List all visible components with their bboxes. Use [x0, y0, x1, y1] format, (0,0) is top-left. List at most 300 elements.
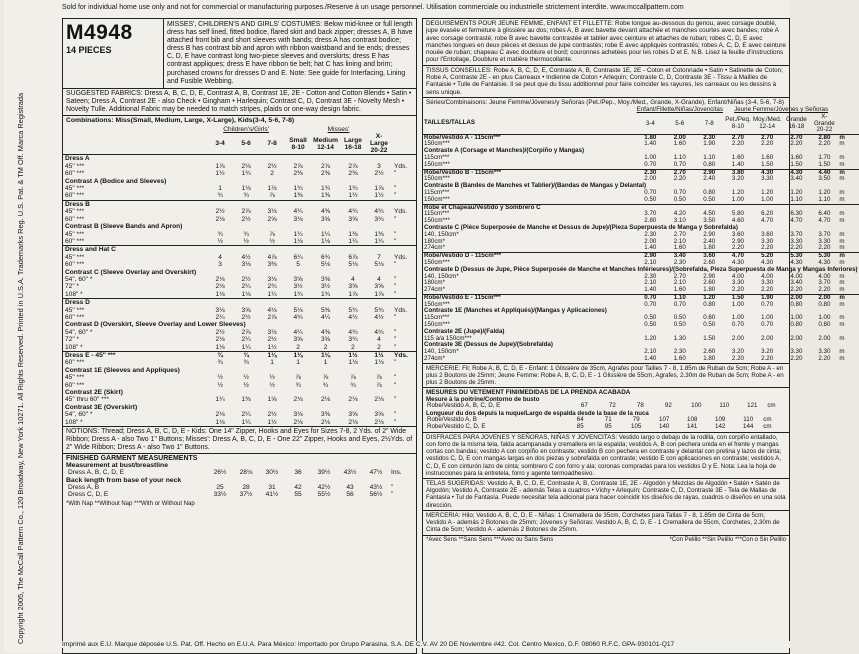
- yardage-unit: ": [394, 230, 397, 238]
- yardage-value: 2½: [267, 411, 277, 419]
- yardage-row-label: 45" ***: [65, 208, 85, 216]
- metric-value: 1.00: [761, 314, 774, 322]
- yardage-value: 4⅛: [267, 306, 277, 314]
- yardage-row-label: Contrast 2E (Skirt): [65, 389, 123, 397]
- metric-value: 2.20: [731, 286, 744, 294]
- yardage-row-label: 45" thru 60" ***: [65, 396, 109, 404]
- yardage-value: ½: [243, 381, 249, 389]
- metric-row-label: 115cm***: [424, 153, 450, 161]
- metric-value: 0.80: [818, 300, 831, 308]
- metric-value: 4.30: [818, 258, 831, 266]
- yardage-value: ¾: [295, 381, 301, 389]
- metric-value: 1.10: [790, 195, 803, 203]
- yardage-value: 2½: [267, 162, 277, 170]
- metric-value: 1.80: [703, 286, 716, 294]
- metric-value: 5.30: [782, 253, 810, 260]
- yardage-row-label: 60" ***: [65, 237, 85, 245]
- metric-value: 3.40: [790, 279, 803, 287]
- metric-row-label: 180cm*: [424, 237, 445, 245]
- metric-value: 3.30: [761, 237, 774, 245]
- metric-unit: m: [838, 294, 858, 301]
- metric-row-label: 150cm***: [424, 140, 450, 148]
- mesures-bust-label: Robe/Vestido A, B, C, D, E: [427, 402, 501, 410]
- metric-value: 3.20: [761, 348, 774, 356]
- metric-value: 1.00: [731, 195, 744, 203]
- metric-value: 3.20: [731, 348, 744, 356]
- metric-value: 2.40: [703, 237, 716, 245]
- metric-size-label: Moy./Med. 12-14: [752, 116, 782, 130]
- metric-row-label: 274cm*: [424, 286, 445, 294]
- yardage-value: ¾: [207, 352, 233, 360]
- yardage-value: 4¼: [293, 328, 303, 336]
- metric-value: 2.20: [818, 286, 831, 294]
- metric-value: 4.30: [761, 258, 774, 266]
- metric-value: 2.70: [673, 272, 686, 280]
- yardage-row: [63, 231, 416, 238]
- finished-table-2: [66, 484, 413, 499]
- metric-body: [423, 134, 859, 363]
- mesures-table-2: [426, 417, 786, 431]
- yardage-value: 1: [323, 359, 328, 367]
- finished-back-value: 43½: [369, 483, 383, 491]
- yardage-value: 5¾: [374, 306, 384, 314]
- yardage-row: [63, 359, 416, 366]
- yardage-value: 2½: [241, 313, 251, 321]
- yardage-value: ⅞: [376, 374, 382, 382]
- finished-back-value: 42: [294, 483, 302, 491]
- finished-back-value: 33½: [213, 491, 227, 499]
- finished-back-label: Dress A, B: [68, 483, 100, 491]
- metric-value: 3.30: [761, 279, 774, 287]
- series-line: Séries/Combinaisons: Jeune Femme/Jóvenes/y Señoras (Pet./Pep., Moy./Med., Grande, X-Grande), Enfant/Niñas (3-4, 5-6, 7-8): [426, 98, 784, 106]
- yardage-row-label: 45" ***: [65, 253, 85, 261]
- size-label: 5-6: [241, 140, 251, 148]
- yardage-value: 1¼: [374, 237, 384, 245]
- yardage-value: 1⅛: [311, 352, 340, 360]
- yardage-value: 1⅛: [320, 237, 331, 245]
- yardage-value: 4: [218, 253, 222, 261]
- metric-value: 5.30: [810, 253, 838, 260]
- yardage-unit: Yds.: [394, 208, 408, 216]
- metric-value: 4.30: [752, 169, 782, 176]
- metric-row-label: 115cm***: [424, 314, 450, 322]
- metric-row-label: Robe/Vestido A - 115cm***: [423, 134, 636, 141]
- size-label: Medium 12-14: [313, 136, 338, 151]
- yardage-table: [63, 126, 416, 426]
- yardage-value: 4¾: [348, 208, 358, 216]
- metric-value: 2.30: [694, 134, 723, 141]
- yardage-value: 2½: [374, 170, 384, 178]
- yardage-value: 1⅛: [285, 352, 311, 360]
- mesures-bust-label: Mesure à la poitrine/Contorno de busto: [426, 396, 540, 404]
- metric-unit: m: [839, 314, 845, 322]
- metric-value: 5.20: [752, 253, 782, 260]
- metric-value: 3.80: [724, 169, 752, 176]
- yardage-row-label: Dress D: [63, 299, 416, 307]
- metric-value: 2.10: [644, 348, 657, 356]
- metric-value: 2.20: [790, 355, 803, 363]
- yardage-value: ½: [269, 374, 275, 382]
- yardage-row-label: 108" *: [65, 343, 83, 351]
- metric-value: 1.80: [703, 244, 716, 252]
- yardage-value: 4¾: [293, 313, 303, 321]
- yardage-value: 1¾: [320, 290, 331, 298]
- yardage-row-label: 54", 60" *: [65, 275, 93, 283]
- yardage-value: 2⅜: [348, 170, 358, 178]
- yardage-unit: ": [394, 374, 397, 382]
- metric-value: 2.20: [790, 286, 803, 294]
- metric-value: 1.40: [731, 160, 744, 168]
- yardage-row: [63, 389, 416, 396]
- metric-value: 2.20: [761, 355, 774, 363]
- metric-value: 4.30: [790, 258, 803, 266]
- copyright-side-text: [12, 8, 58, 648]
- yardage-value: 1⅞: [374, 185, 384, 193]
- nap-legend-fr: [423, 536, 789, 544]
- metric-value: 4.00: [818, 272, 831, 280]
- metric-value: 1.40: [644, 286, 657, 294]
- yardage-row-label: Dress and Hat C: [63, 246, 416, 254]
- yardage-value: 4: [377, 336, 381, 344]
- metric-value: 2.00: [731, 334, 744, 342]
- yardage-value: ⅞: [350, 374, 356, 382]
- yardage-value: 1½: [215, 170, 225, 178]
- size-header-row: [63, 133, 416, 155]
- yardage-value: 4½: [374, 313, 384, 321]
- metric-value: 2.30: [636, 169, 665, 176]
- yardage-row: [63, 367, 416, 374]
- metric-value: 1.20: [731, 188, 744, 196]
- yardage-value: 1½: [267, 418, 277, 426]
- metric-unit: m: [838, 169, 858, 176]
- metric-value: 2.20: [818, 140, 831, 148]
- metric-value: 1.40: [644, 355, 657, 363]
- metric-value: 2.00: [761, 334, 774, 342]
- misses-group-label: Misses': [327, 126, 350, 134]
- metric-value: 1.60: [673, 244, 686, 252]
- metric-value: 6.20: [761, 210, 774, 218]
- metric-value: 1.80: [703, 355, 716, 363]
- merceria: MERCERIA: Hilo; Vestido A, B, C, D, E - Niñas: 1 Cremallera de 35cm, Corchetes para Tallas 7 - 8, 1.85m de Cinta de 5cm; Vestido A - además 2 Botones de 25mm; Jóvenes y Señoras: Vestido A, B, C, D, E - 1 Cremallera de 55cm, Corchetes, 2.30m de Cinta de 5cm; Vestido A - además 2 Botones de 25mm.: [423, 511, 789, 536]
- mesures-back-value: 85: [576, 423, 584, 431]
- metric-value: 4.70: [761, 217, 774, 225]
- metric-value: 1.60: [673, 140, 686, 148]
- yardage-value: 2⅞: [348, 162, 358, 170]
- metric-value: 2.90: [703, 230, 716, 238]
- metric-value: 1.60: [761, 153, 774, 161]
- metric-size-row: [423, 114, 859, 134]
- yardage-row: [63, 374, 416, 381]
- mesures-bust-value: 110: [719, 402, 730, 410]
- yardage-unit: ": [394, 396, 397, 404]
- mesures-bust-value: 92: [664, 402, 672, 410]
- metric-value: 0.50: [673, 314, 686, 322]
- yardage-row: [63, 223, 416, 230]
- yardage-value: ¾: [243, 230, 249, 238]
- metric-value: 2.10: [644, 279, 657, 287]
- mesures-bust-value: 67: [580, 402, 588, 410]
- notions: NOTIONS: Thread; Dress A, B, C, D, E - Kids: One 14" Zipper, Hooks and Eyes for Sizes 7-8, 2 Yds. of 2" Wide Ribbon; Dress A - also Two 1" Buttons; Misses': Dress A, B, C, D, E - One 22" Zipper, Hooks and Eyes, 2½Yds. of 2" Wide Ribbon; Dress A - also Two 1" Buttons.: [63, 426, 416, 454]
- metric-row-label: 180cm*: [424, 279, 445, 287]
- metric-unit: m: [838, 253, 858, 260]
- yardage-value: 1: [218, 185, 222, 193]
- yardage-row-label: Dress E - 45" ***: [63, 352, 207, 360]
- yardage-value: ¾: [243, 359, 249, 367]
- yardage-value: 2⅞: [320, 162, 331, 170]
- english-panel: [62, 18, 417, 654]
- yardage-value: 6⅞: [348, 253, 358, 261]
- metric-row-label: Contraste A (Corsage et Manches)/(Corpiño y Mangas): [424, 147, 585, 155]
- yardage-value: 2¼: [241, 411, 251, 419]
- metric-unit: m: [839, 300, 845, 308]
- metric-value: 0.50: [673, 195, 686, 203]
- yardage-value: 4¼: [293, 208, 303, 216]
- metric-unit: m: [839, 160, 845, 168]
- metric-row-label: 140, 150cm*: [424, 272, 459, 280]
- metric-value: 4.00: [761, 272, 774, 280]
- yardage-value: 3⅝: [241, 306, 251, 314]
- metric-unit: m: [839, 153, 845, 161]
- metric-value: 1.50: [724, 294, 752, 301]
- yardage-value: 6¼: [293, 253, 303, 261]
- yardage-row-label: 60" ***: [65, 170, 85, 178]
- metric-value: 4.30: [782, 169, 810, 176]
- yardage-value: 1¾: [293, 185, 303, 193]
- yardage-value: 5⅛: [348, 261, 358, 269]
- yardage-unit: ": [394, 313, 397, 321]
- yardage-value: ½: [243, 237, 249, 245]
- yardage-row: [63, 254, 416, 261]
- metric-value: 0.50: [644, 314, 657, 322]
- yardage-row: [63, 185, 416, 192]
- mesures-back-value: 107: [659, 416, 670, 424]
- metric-value: 1.10: [665, 294, 694, 301]
- metric-size-label: X-Grande 20-22: [814, 113, 835, 134]
- yardage-row-label: 72" *: [65, 336, 80, 344]
- metric-value: 3.70: [644, 210, 657, 218]
- yardage-row: [63, 299, 416, 307]
- yardage-value: 3⅛: [267, 208, 277, 216]
- yardage-value: 5⅛: [320, 261, 331, 269]
- yardage-value: ¾: [322, 381, 329, 389]
- yardage-row-label: 45" ***: [65, 162, 85, 170]
- metric-value: 3.70: [818, 279, 831, 287]
- yardage-value: 2¼: [215, 313, 225, 321]
- yardage-value: 4½: [241, 253, 251, 261]
- yardage-value: 2⅛: [374, 418, 384, 426]
- metric-row-label: 150cm***: [424, 175, 450, 183]
- finished-back-value: 41½: [265, 491, 279, 499]
- yardage-row: [63, 216, 416, 223]
- yardage-value: ½: [217, 374, 223, 382]
- yardage-value: 2⅞: [293, 162, 303, 170]
- yardage-value: 1⅛: [215, 418, 225, 426]
- yardage-row-label: 45" ***: [65, 306, 85, 314]
- yardage-value: 1⅛: [241, 290, 251, 298]
- yardage-row-label: Contrast C (Sleeve Overlay and Overskirt): [65, 268, 197, 276]
- yardage-unit: Yds.: [394, 306, 408, 314]
- metric-unit: m: [838, 134, 858, 141]
- metric-value: 2.20: [761, 140, 774, 148]
- yardage-row: [63, 396, 416, 403]
- metric-value: 2.20: [790, 244, 803, 252]
- size-label: Small 8-10: [289, 136, 307, 151]
- yardage-value: 1: [296, 359, 300, 367]
- yardage-row-label: 60" ***: [65, 261, 85, 269]
- yardage-row-label: 60" ***: [65, 313, 85, 321]
- yardage-value: 2⅛: [320, 396, 331, 404]
- yardage-unit: ": [394, 290, 397, 298]
- yardage-value: 7: [377, 253, 381, 261]
- metric-unit: m: [839, 334, 845, 342]
- yardage-value: 3⅜: [267, 261, 277, 269]
- yardage-row: [63, 291, 416, 299]
- french-description: DEGUISEMENTS POUR JEUNE FEMME, ENFANT ET FILLETTE: Robe longue au-dessous du genou, avec corsage doublé, jupe évasée et fermeture à glissière au dos; robes A, B avec bavette devant attachée et manches courtes avec bandes; robe A avec corsage contrasté; robe B avec bavette contrastée et tablier avec ceinture et attaches de ruban; robes C, D, E avec manches longues en deux pièces et dessus de jupe contrastés; robe E avec appliqués contrastés; robes A, C, D, E avec ceinture nouée de ruban; chapeau C avec doublure et bord; couronnes achetées pour les robes D et E. N.B. Lisez la feuille d'instructions pour l'Entoilage, Doublure et matière thermocollante.: [423, 19, 789, 66]
- yardage-value: 1⅜: [293, 192, 303, 200]
- yardage-row-label: Contrast B (Sleeve Bands and Apron): [65, 223, 183, 231]
- yardage-value: 3⅝: [348, 283, 358, 291]
- copyright-text: Copyright 2005, The McCall Pattern Co., 120 Broadway, New York 10271. All Rights Reserved. Printed in U.S.A. Trademarks Reg. U.S. Pat. & TM Off. Marca Registrada: [16, 92, 25, 644]
- metric-value: 0.80: [703, 160, 716, 168]
- metric-unit: m: [839, 140, 845, 148]
- yardage-value: 3: [377, 162, 381, 170]
- metric-value: 3.60: [731, 230, 744, 238]
- mesures-back-row: [426, 424, 786, 431]
- yardage-value: 3⅜: [320, 411, 331, 419]
- metric-value: 2.10: [673, 237, 686, 245]
- yardage-value: 2⅛: [215, 336, 225, 344]
- metric-value: 0.80: [790, 300, 803, 308]
- metric-value: 6.40: [818, 210, 831, 218]
- yardage-value: 3¾: [348, 336, 358, 344]
- mesures-back-value: 141: [687, 423, 698, 431]
- yardage-value: 1¼: [293, 230, 303, 238]
- yardage-value: 1⅞: [348, 290, 358, 298]
- metric-size-label: 3-4: [645, 119, 655, 127]
- mesures-bust-value: 78: [636, 402, 644, 410]
- yardage-unit: ": [394, 275, 397, 283]
- yardage-value: 1½: [366, 352, 392, 360]
- metric-value: 2.00: [665, 134, 694, 141]
- metric-value: 3.60: [761, 230, 774, 238]
- mesures-back-value: 110: [743, 416, 754, 424]
- yardage-value: 4¾: [374, 208, 384, 216]
- metric-value: 5.80: [731, 210, 744, 218]
- metric-value: 1.10: [703, 153, 716, 161]
- yardage-row: [63, 261, 416, 268]
- mesures-back-unit: cm: [763, 416, 772, 424]
- finished-bust-label: Dress A, B, C, D, E: [68, 469, 125, 477]
- mesures-bust-value: 100: [691, 402, 702, 410]
- metric-row-label: 140, 150cm*: [424, 230, 459, 238]
- finished-bust-unit: Ins.: [391, 469, 402, 477]
- metric-yardage-table: [423, 107, 859, 363]
- metric-row-label: 274cm*: [424, 244, 445, 252]
- finished-bust-value: 30½: [265, 469, 279, 477]
- metric-value: 1.00: [731, 300, 744, 308]
- mesures-back-unit: cm: [763, 423, 772, 431]
- metric-row-label: 150cm***: [424, 258, 450, 266]
- yardage-value: 2: [351, 343, 355, 351]
- yardage-value: ¾: [243, 192, 249, 200]
- nap-legend: *With Nap **Without Nap ***With or Without Nap: [66, 500, 195, 507]
- finished-back-value: 55: [294, 491, 302, 499]
- yardage-unit: ": [394, 418, 397, 426]
- yardage-value: 1⅜: [374, 230, 384, 238]
- metric-value: 3.30: [790, 348, 803, 356]
- finished-back-row: [66, 491, 413, 498]
- metric-row-label: 115cm***: [424, 210, 450, 218]
- finished-bust-row: [66, 469, 413, 476]
- yardage-row: [63, 314, 416, 321]
- metric-value: 1.20: [790, 188, 803, 196]
- yardage-value: 3⅝: [348, 411, 358, 419]
- yardage-unit: ": [394, 283, 397, 291]
- yardage-row: [63, 170, 416, 177]
- telas-sugeridas: TELAS SUGERIDAS: Vestido A, B, C, D, E, Contraste A, B, Contraste 1E, 2E - Algodón y Mezclas de Algodón • Satén • Satén de Algodón; Vestido A, Contraste 2E - además Telas a cuadros • Vichy • Arlequín; Contraste C, D, Contraste 3E - Tela de Mallas de Fantasía • Tul de Fantasía. Puede necesitar tela adicional para hacer coincidir los diseños de rayas, cuadros o diseños en una sola dirección.: [423, 479, 789, 511]
- metric-value: 0.70: [761, 300, 774, 308]
- yardage-value: 1¾: [293, 290, 303, 298]
- metric-value: 2.70: [724, 134, 752, 141]
- metric-value: 3.30: [731, 279, 744, 287]
- metric-value: 2.20: [673, 175, 686, 183]
- size-label: 7-8: [267, 140, 277, 148]
- yardage-body: [63, 155, 416, 426]
- metric-value: 3.10: [673, 217, 686, 225]
- import-notice: Imprimé aux E.U. Marque déposée U.S. Pat. Off. Hecho en E.U.A. Para México: Importado por Grupo Parasina. S.A. DE C.V. AV 20 DE Noviembre #42. Col. Centro Mexico, D.F. 08060 R.F.C. GPA-930101-Q17: [62, 641, 790, 648]
- metric-value: 2.40: [703, 175, 716, 183]
- metric-value: 2.60: [703, 258, 716, 266]
- metric-value: 1.80: [636, 134, 665, 141]
- mesures-back-value: 108: [687, 416, 698, 424]
- finished-bust-value: 43½: [343, 469, 357, 477]
- yardage-value: 1⅛: [267, 185, 277, 193]
- yardage-value: 1¼: [348, 237, 358, 245]
- yardage-row-label: Contrast 1E (Sleeves and Appliques): [65, 366, 180, 374]
- metric-value: 4.70: [724, 253, 752, 260]
- metric-value: 2.20: [731, 140, 744, 148]
- metric-value: 2.30: [673, 258, 686, 266]
- metric-value: 0.70: [761, 321, 774, 329]
- mesures-back-label: Robe/Vestido A, B: [427, 416, 477, 424]
- garment-description: MISSES', CHILDREN'S AND GIRLS' COSTUMES: Below mid-knee or full length dress has self lined, fitted bodice, flared skirt and back zipper; dresses A, B have attached front bib and short sleeves with bands; dress A has contrast bodice; dress B has contrast bib and apron with ribbon waistband and tie ends; dresses C, D, E have contrast long two-piece sleeves and overskirts; dress E has contrast appliques; dress E have ribbon tie belt; hat C has lining and brim; purchased crowns for dresses D and E. Note: See guide for Interfacing, Lining and Fusible Webbing.: [167, 21, 413, 85]
- yardage-value: 1⅜: [348, 230, 358, 238]
- finished-back-value: 56: [346, 491, 354, 499]
- yardage-row: [63, 155, 416, 163]
- metric-value: 1.50: [790, 160, 803, 168]
- metric-row-label: Robe/Vestido B - 115cm***: [423, 169, 636, 176]
- yardage-row: [63, 163, 416, 170]
- yardage-value: 5⅛: [293, 306, 303, 314]
- metric-value: 2.20: [731, 355, 744, 363]
- metric-row-label: Contraste 1E (Manches et Appliqués)/(Mangas y Aplicaciones): [424, 307, 607, 315]
- usage-notice: Sold for individual home use only and not for commercial or manufacturing purposes./Reserve à un usage personnel. Utilisation commerciale ou industrielle strictement interdite. www.mccallpattern.com: [62, 4, 684, 11]
- metric-row-label: 150cm***: [424, 195, 450, 203]
- metric-value: 1.60: [673, 355, 686, 363]
- metric-value: 2.00: [810, 294, 838, 301]
- metric-value: 1.60: [790, 153, 803, 161]
- metric-value: 2.00: [782, 294, 810, 301]
- yardage-value: 2½: [241, 215, 251, 223]
- finished-bust-value: 39½: [317, 469, 331, 477]
- yardage-value: 2¾: [267, 283, 277, 291]
- yardage-unit: Yds.: [394, 253, 408, 261]
- finished-back-value: 25: [216, 483, 224, 491]
- yardage-value: 1¼: [215, 396, 225, 404]
- yardage-value: 1¾: [241, 170, 251, 178]
- pattern-envelope-back: [4, 0, 858, 653]
- metric-value: 2.00: [790, 334, 803, 342]
